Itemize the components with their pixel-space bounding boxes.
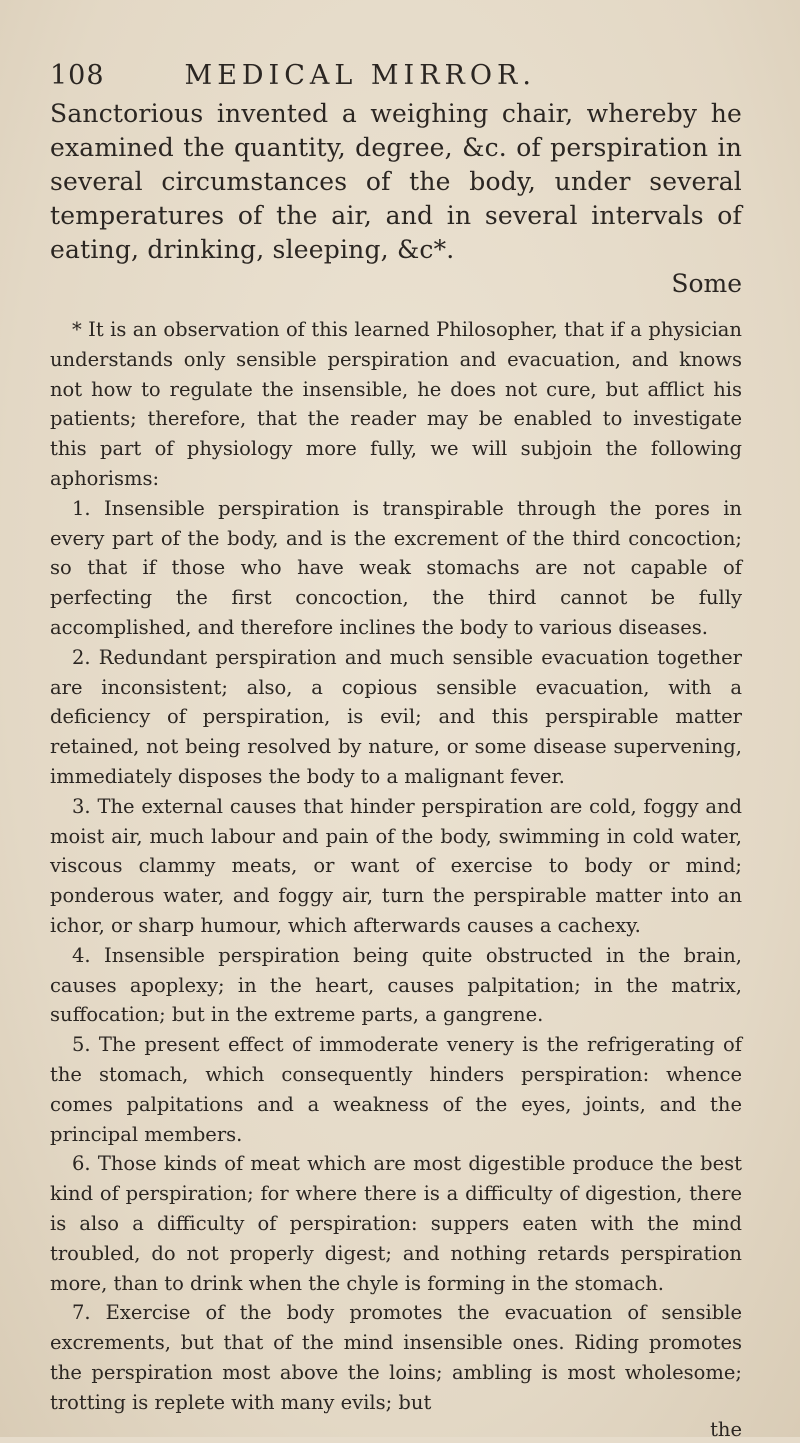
main-catchword: Some — [671, 269, 742, 298]
footnote-intro: * It is an observation of this learned Philosopher, that if a physician understands only sensible perspiration and evacuation, and knows not how to regulate the insensible, he does not cure, but afflict his patients; therefore, that the reader may be enabled to investigate this part of physiology more fully, we will subjoin the following aphorisms: — [50, 318, 742, 490]
aphorism-7: 7. Exercise of the body promotes the evacuation of sensible excrements, but that of the mind insensible ones. Riding promotes the perspiration most above the loins; ambling is most wholesome; trotting is replete with many evils; but — [50, 1301, 742, 1414]
aphorism-5: 5. The present effect of immoderate venery is the refrigerating of the stomach, which consequently hinders perspiration: whence comes palpitations and a weakness of the eyes, joints, and the principal members. — [50, 1033, 742, 1146]
main-text — [50, 97, 742, 301]
running-title: MEDICAL MIRROR. — [184, 60, 536, 91]
running-head — [50, 60, 742, 91]
aphorism-1: 1. Insensible perspiration is transpirable through the pores in every part of the body, and is the excrement of the third concoction; so that if those who have weak stomachs are not capable of perfecting the first concoction, the third cannot be fully accomplished, and therefore inclines the body to various diseases. — [50, 496, 742, 639]
aphorism-4: 4. Insensible perspiration being quite obstructed in the brain, causes apoplexy; in the heart, causes palpitation; in the matrix, suffocation; but in the extreme parts, a gangrene. — [50, 943, 742, 1027]
aphorism-2: 2. Redundant perspiration and much sensible evacuation together are inconsistent; also, a copious sensible evacuation, with a deficiency of perspiration, is evil; and this perspirable matter retained, not being resolved by nature, or some disease supervening, immediately disposes the body to a malignant fever. — [50, 645, 742, 788]
footnote-catchword: the — [710, 1418, 742, 1442]
aphorism-3: 3. The external causes that hinder perspiration are cold, foggy and moist air, much labour and pain of the body, swimming in cold water, viscous clammy meats, or want of exercise to body or mind; ponderous water, and foggy air, turn the perspirable matter into an ichor, or sharp humour, which afterwards causes a cachexy. — [50, 794, 742, 937]
main-paragraph: Sanctorious invented a weighing chair, whereby he examined the quantity, degree, &c. of perspiration in several circumstances of the body, under several temperatures of the air, and in several intervals of eating, drinking, sleeping, &c*. — [50, 99, 742, 264]
page-number: 108 — [50, 60, 105, 91]
aphorism-6: 6. Those kinds of meat which are most digestible produce the best kind of perspiration; for where there is a difficulty of digestion, there is also a difficulty of perspiration: suppers eaten with the mind troubled, do not properly digest; and nothing retards perspiration more, than to drink when the chyle is forming in the stomach. — [50, 1152, 742, 1295]
footnote — [50, 315, 742, 1443]
